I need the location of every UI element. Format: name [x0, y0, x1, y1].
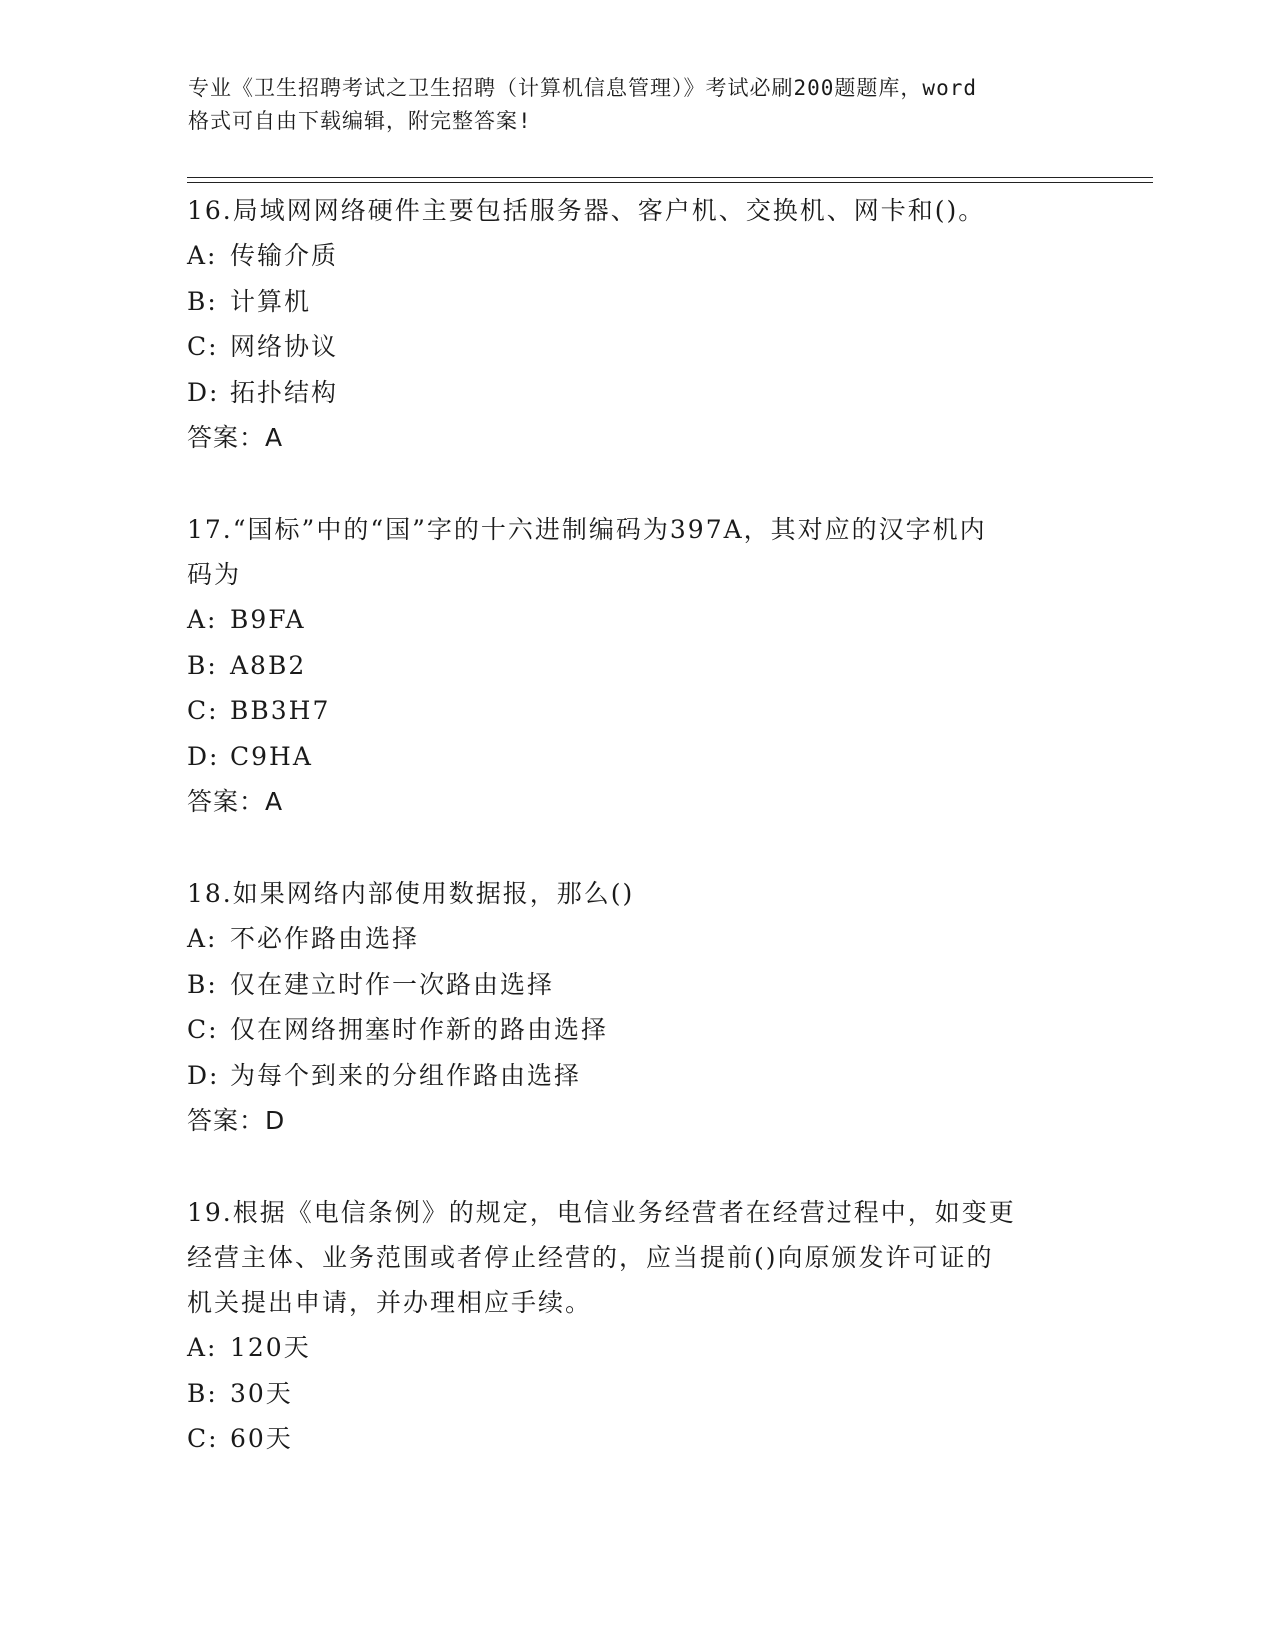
answer: 答案：A: [187, 787, 284, 816]
option-c: C: 网络协议: [187, 332, 339, 361]
header-divider-top: [187, 177, 1153, 178]
question-stem-line-1: 17.“国标”中的“国”字的十六进制编码为397A，其对应的汉字机内: [187, 515, 987, 544]
option-d: D: C9HA: [187, 741, 313, 771]
question-list: [187, 188, 1087, 1462]
option-b: B: 仅在建立时作一次路由选择: [187, 969, 555, 999]
document-header: [188, 72, 1088, 138]
option-d: D: 为每个到来的分组作路由选择: [187, 1060, 582, 1090]
answer: 答案：A: [187, 423, 284, 452]
question-19: [187, 1190, 1087, 1462]
question-stem: 16.局域网网络硬件主要包括服务器、客户机、交换机、网卡和()。: [187, 196, 986, 225]
option-c: C: 60天: [187, 1424, 293, 1453]
answer: 答案：D: [187, 1106, 286, 1135]
option-b: B: 30天: [187, 1378, 293, 1408]
header-line-2: 格式可自由下载编辑，附完整答案!: [188, 109, 532, 133]
option-c: C: BB3H7: [187, 696, 331, 725]
header-line-1: 专业《卫生招聘考试之卫生招聘（计算机信息管理）》考试必刷200题题库，word: [188, 76, 977, 100]
question-stem: 18.如果网络内部使用数据报，那么(): [187, 879, 635, 908]
option-b: B: 计算机: [187, 286, 312, 316]
option-a: A: 传输介质: [187, 241, 339, 270]
option-a: A: 120天: [187, 1333, 311, 1362]
question-stem-line-1: 19.根据《电信条例》的规定，电信业务经营者在经营过程中，如变更: [187, 1198, 1016, 1227]
header-divider-bottom: [187, 182, 1153, 183]
question-16: [187, 188, 1087, 460]
option-c: C: 仅在网络拥塞时作新的路由选择: [187, 1015, 609, 1044]
question-stem-line-3: 机关提出申请，并办理相应手续。: [187, 1288, 593, 1317]
option-a: A: 不必作路由选择: [187, 924, 420, 953]
option-d: D: 拓扑结构: [187, 377, 339, 407]
question-stem-line-2: 经营主体、业务范围或者停止经营的，应当提前()向原颁发许可证的: [187, 1243, 994, 1272]
option-a: A: B9FA: [187, 605, 306, 634]
question-17: [187, 507, 1087, 824]
question-18: [187, 871, 1087, 1143]
option-b: B: A8B2: [187, 650, 307, 680]
question-stem-line-2: 码为: [187, 560, 242, 589]
